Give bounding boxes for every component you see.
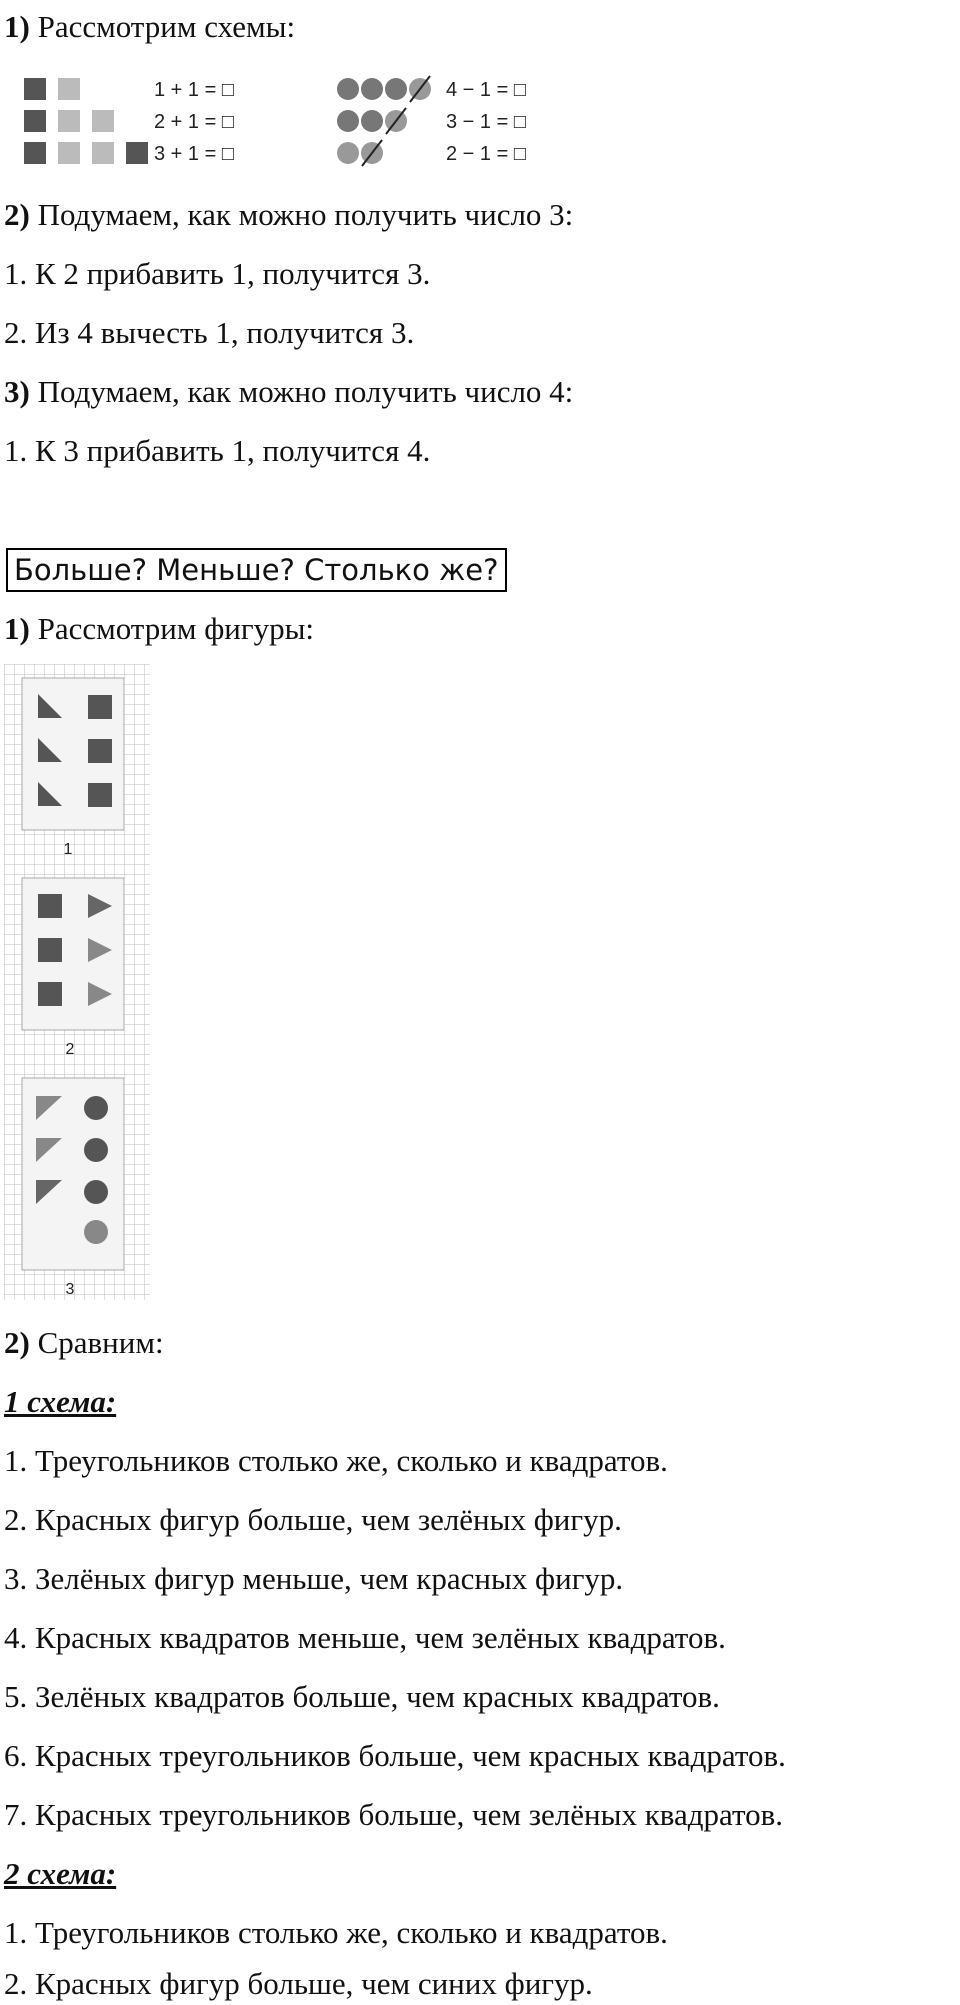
scheme-right-eq-3: 2 − 1 = □	[446, 143, 526, 165]
square-shape	[88, 739, 112, 763]
compare-number: 2)	[4, 1325, 30, 1360]
scheme-left-eq-3: 3 + 1 = □	[154, 143, 234, 165]
scheme2-item-1: 1. Треугольников столько же, сколько и квадратов.	[4, 1915, 668, 1950]
part3-heading	[4, 373, 573, 411]
part1-heading	[4, 8, 295, 46]
figures-title: Рассмотрим фигуры:	[37, 611, 315, 646]
scheme1-item-4: 4. Красных квадратов меньше, чем зелёных квадратов.	[4, 1620, 726, 1655]
scheme1-item-6: 6. Красных треугольников больше, чем красных квадратов.	[4, 1738, 786, 1773]
part3-item-1: 1. К 3 прибавить 1, получится 4.	[4, 433, 431, 468]
scheme-square	[92, 110, 114, 132]
square-shape	[38, 938, 62, 962]
scheme1-item-3: 3. Зелёных фигур меньше, чем красных фигур.	[4, 1561, 624, 1596]
part1-title: Рассмотрим схемы:	[37, 9, 296, 44]
scheme1-item-5: 5. Зелёных квадратов больше, чем красных квадратов.	[4, 1679, 720, 1714]
part3-title: Подумаем, как можно получить число 4:	[37, 374, 574, 409]
section-title-box: Больше? Меньше? Столько же?	[6, 548, 507, 592]
scheme-circle	[337, 142, 359, 164]
scheme-right-eq-2: 3 − 1 = □	[446, 111, 526, 133]
scheme2-heading: 2 схема:	[4, 1856, 117, 1891]
card-3-label: 3	[65, 1281, 75, 1298]
scheme-left-eq-2: 2 + 1 = □	[154, 111, 234, 133]
scheme-square	[24, 110, 46, 132]
scheme-circle	[385, 78, 407, 100]
part2-title: Подумаем, как можно получить число 3:	[37, 197, 574, 232]
scheme-square	[92, 142, 114, 164]
scheme-circle	[337, 110, 359, 132]
square-shape	[88, 783, 112, 807]
part2-heading	[4, 196, 573, 234]
scheme1-heading: 1 схема:	[4, 1384, 117, 1419]
scheme-square	[24, 142, 46, 164]
scheme-right-eq-1: 4 − 1 = □	[446, 79, 526, 101]
part2-item-1: 1. К 2 прибавить 1, получится 3.	[4, 256, 431, 291]
part3-number: 3)	[4, 374, 30, 409]
scheme2-item-2: 2. Красных фигур больше, чем синих фигур.	[4, 1966, 593, 2001]
square-shape	[38, 894, 62, 918]
scheme-left-eq-1: 1 + 1 = □	[154, 79, 234, 101]
scheme-square	[58, 78, 80, 100]
card-2-label: 2	[65, 1041, 75, 1058]
addition-subtraction-schemes-figure	[14, 66, 584, 174]
compare-title: Сравним:	[37, 1325, 164, 1360]
figures-heading	[4, 610, 314, 648]
part1-number: 1)	[4, 9, 30, 44]
scheme1-item-7: 7. Красных треугольников больше, чем зелёных квадратов.	[4, 1797, 783, 1832]
card-1-label: 1	[63, 841, 73, 858]
square-shape	[38, 982, 62, 1006]
scheme-square	[58, 142, 80, 164]
circle-shape	[84, 1180, 108, 1204]
scheme-square	[58, 110, 80, 132]
card-background	[22, 878, 124, 1030]
compare-heading	[4, 1324, 164, 1362]
figures-number: 1)	[4, 611, 30, 646]
part2-number: 2)	[4, 197, 30, 232]
square-shape	[88, 695, 112, 719]
scheme-circle	[361, 78, 383, 100]
scheme-square	[126, 142, 148, 164]
scheme-square	[24, 78, 46, 100]
circle-shape	[84, 1220, 108, 1244]
part2-item-2: 2. Из 4 вычесть 1, получится 3.	[4, 315, 415, 350]
circle-shape	[84, 1096, 108, 1120]
figure-cards-grid	[4, 664, 150, 1300]
circle-shape	[84, 1138, 108, 1162]
scheme1-item-1: 1. Треугольников столько же, сколько и квадратов.	[4, 1443, 668, 1478]
scheme-circle	[337, 78, 359, 100]
scheme1-item-2: 2. Красных фигур больше, чем зелёных фигур.	[4, 1502, 622, 1537]
scheme-circle	[361, 110, 383, 132]
figure-card-3	[22, 1078, 124, 1298]
